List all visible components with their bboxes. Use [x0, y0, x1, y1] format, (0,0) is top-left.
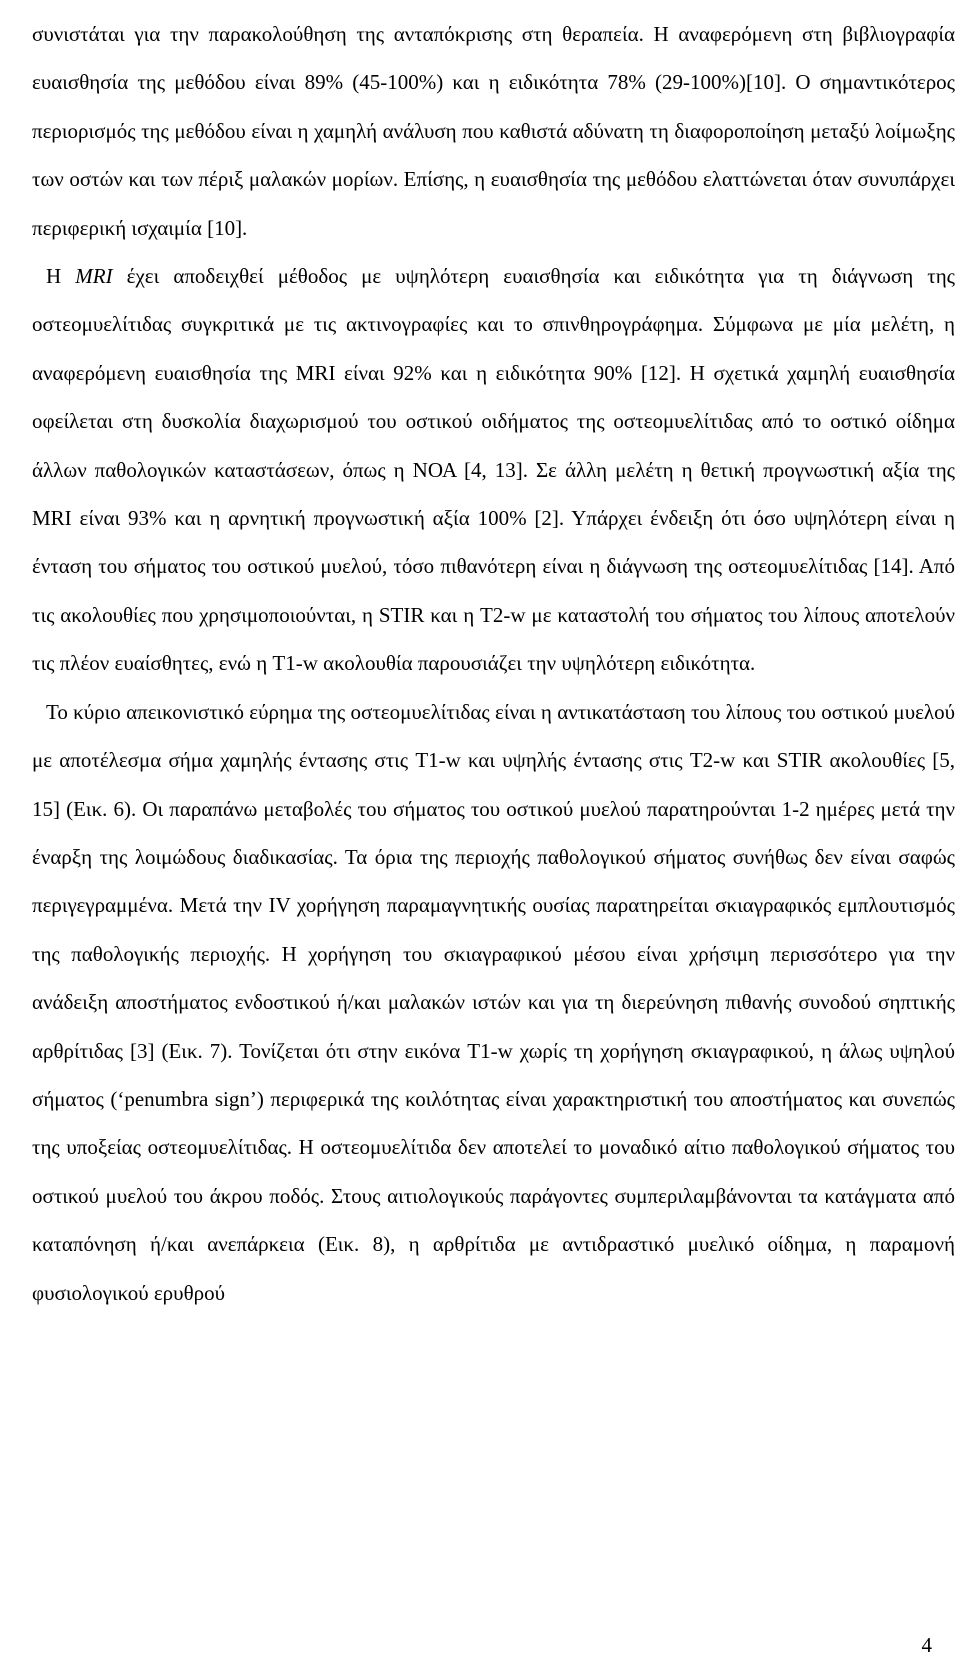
paragraph-3-text: Το κύριο απεικονιστικό εύρημα της οστεομυελίτιδας είναι η αντικατάσταση του λίπους του οστικού μυελού με αποτέλεσμα σήμα χαμηλής έντασης στις T1-w και υψηλής έντασης στις T2-w και STIR ακολουθίες [5, 15] (Εικ. 6). Οι παραπάνω μεταβολές του σήματος του οστικού μυελού παρατηρούνται 1-2 ημέρες μετά την έναρξη της λοιμώδους διαδικασίας. Τα όρια της περιοχής παθολογικού σήματος συνήθως δεν είναι σαφώς περιγεγραμμένα. Μετά την IV χορήγηση παραμαγνητικής ουσίας παρατηρείται σκιαγραφικός εμπλουτισμός της παθολογικής περιοχής. Η χορήγηση του σκιαγραφικού μέσου είναι χρήσιμη περισσότερο για την ανάδειξη αποστήματος ενδοστικού ή/και μαλακών ιστών και για τη διερεύνηση πιθανής συνοδού σηπτικής αρθρίτιδας [3] (Εικ. 7). Τονίζεται ότι στην εικόνα T1-w χωρίς τη χορήγηση σκιαγραφικού, η άλως υψηλού σήματος (‘penumbra sign’) περιφερικά της κοιλότητας είναι χαρακτηριστική του αποστήματος και συνεπώς της υποξείας οστεομυελίτιδας. Η οστεομυελίτιδα δεν αποτελεί το μοναδικό αίτιο παθολογικού σήματος του οστικού μυελού του άκρου ποδός. Στους αιτιολογικούς παράγοντες συμπεριλαμβάνονται τα κατάγματα από καταπόνηση ή/και ανεπάρκεια (Εικ. 8), η αρθρίτιδα με αντιδραστικό μυελικό οίδημα, η παραμονή φυσιολογικού ερυθρού	[32, 699, 955, 1305]
paragraph-1	[32, 10, 955, 252]
page-number: 4	[921, 1633, 932, 1657]
paragraph-1-text: συνιστάται για την παρακολούθηση της ανταπόκρισης στη θεραπεία. Η αναφερόμενη στη βιβλιογραφία ευαισθησία της μεθόδου είναι 89% (45-100%) και η ειδικότητα 78% (29-100%)[10]. Ο σημαντικότερος περιορισμός της μεθόδου είναι η χαμηλή ανάλυση που καθιστά αδύνατη τη διαφοροποίηση μεταξύ λοίμωξης των οστών και των πέριξ μαλακών μορίων. Επίσης, η ευαισθησία της μεθόδου ελαττώνεται όταν συνυπάρχει περιφερική ισχαιμία [10].	[32, 22, 955, 240]
paragraph-2-text-rest: έχει αποδειχθεί μέθοδος με υψηλότερη ευαισθησία και ειδικότητα για τη διάγνωση της οστεομυελίτιδας συγκριτικά με τις ακτινογραφίες και το σπινθηρογράφημα. Σύμφωνα με μία μελέτη, η αναφερόμενη ευαισθησία της MRI είναι 92% και η ειδικότητα 90% [12]. Η σχετικά χαμηλή ευαισθησία οφείλεται στη δυσκολία διαχωρισμού του οστικού οιδήματος της οστεομυελίτιδας από το οστικό οίδημα άλλων παθολογικών καταστάσεων, όπως η ΝΟΑ [4, 13]. Σε άλλη μελέτη η θετική προγνωστική αξία της MRI είναι 93% και η αρνητική προγνωστική αξία 100% [2]. Υπάρχει ένδειξη ότι όσο υψηλότερη είναι η ένταση του σήματος του οστικού μυελού, τόσο πιθανότερη είναι η διάγνωση της οστεομυελίτιδας [14]. Από τις ακολουθίες που χρησιμοποιούνται, η STIR και η T2-w με καταστολή του σήματος του λίπους αποτελούν τις πλέον ευαίσθητες, ενώ η T1-w ακολουθία παρουσιάζει την υψηλότερη ειδικότητα.	[32, 264, 956, 676]
paragraph-3	[32, 688, 955, 1317]
paragraph-2-text-start: Η	[46, 264, 76, 289]
paragraph-2	[32, 252, 955, 688]
mri-italic-term: MRI	[75, 264, 113, 289]
